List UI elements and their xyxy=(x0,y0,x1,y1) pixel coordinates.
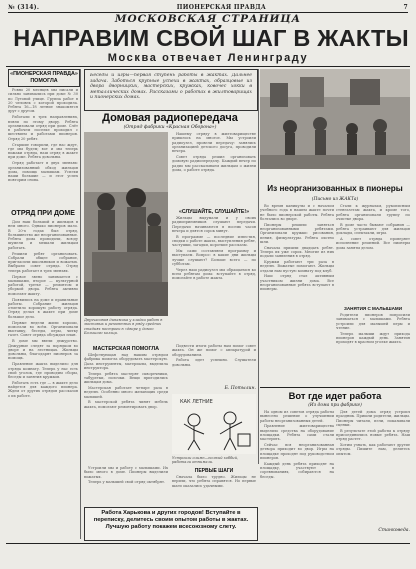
left-text-1: Ровно 20 месяцев мы писали и сильно занимались при доме № 30 по Лутовой улице. Группа работ в 20 человек с которой проходила. Ребята 16—18 летние знакомятся друг с другом. Работали в трех направлениях, взяли по этому двору. Ребята организовали отряд при доме. Слёт в рабочем поселке проходил с шествием и работами пионеров. Отряд 20 ребят. Старшие говорили, где нас ждут, где мы будем; вот и мы теперь вожаки отряда, наш отряд в жакте при доме. Ребята довольны. Отряд работает в двух звеньях: организованный обход жильцов дома, помощь малышам. Успехи наши большие — и этот успех повторим снова. xyxy=(8,88,78,183)
workshop-title: МАСТЕРСКАЯ ПОМОГЛА xyxy=(92,346,160,352)
subheadline: Москва отвечает Ленинграду xyxy=(107,52,309,64)
neorg-title: Из неорганизованных в пионеры xyxy=(267,184,403,193)
right-text-3: Родители пионеров попросили заниматься с малышами. Ребята устроили для малышей игры и чтение. Теперь малыши ждут прихода пионеров каждый день. Занятия проходят в красном уголке жакта. xyxy=(336,313,410,345)
cartoon-illustration xyxy=(172,394,256,454)
bottom-rule xyxy=(6,543,410,544)
listen-title: «СЛУШАЙТЕ, СЛУШАЙТЕ!» xyxy=(179,209,249,215)
right-text-5: Для детей дома отряд устроил праздник. Пришли родители, жильцы. Пионеры читали, пели, показывали сценки. В результате этой работы к отряду присоединились новые ребята. Наш отряд растет. Хотим узнать, как работают другие отряды. Пишите нам, делитесь опытом. xyxy=(336,410,410,456)
headline: НАПРАВИМ СВОЙ ШАГ В ЖАКТЫ xyxy=(13,25,409,51)
col-rule-1 xyxy=(80,69,81,539)
right-text-2: Стали к журналам, рукописным стенгазетам жакта, и кроме того, ребята организовали группу по очистке двора. В доме часто бывают собрания — ребята устраивают для жильцов доклады, спектакли, игры. А совет отряда проверяет исполнение решений. Все пионеры дома заняты делом. xyxy=(336,204,410,250)
callout-malyshi: ЗАНЯТИЯ С МАЛЫШАМИ xyxy=(343,306,403,311)
page-number: 7 xyxy=(403,4,408,11)
photo-radio-kids xyxy=(84,132,168,316)
intro-text: Беседы и игры—первая ступень работы в жактах. Дальнее задача. Заботься крупные успехи в жактах, образцовые из двора дворницких, мастерских, кружках, ковочес хокки в металлических домах. Рассказами о работах в жилтоварищах и пионерских домах. xyxy=(90,73,252,101)
work-sub: (Из дома при фабрике) xyxy=(308,403,362,408)
cartoon-heading: ПЕРВЫЕ ШАГИ xyxy=(194,468,234,474)
divider xyxy=(6,66,410,67)
radio-text-1: Нашему отряду в жилтовариществе пришлось на многое. Мы устроили радиоузел, провели передачу: занялись организацией детского досуга, проводили вечера. Совет отряда решил организовать домовую радиопередачу. Каждый вечер по радио мы рассказываем жильцам о жизни дома, о работе отряда. xyxy=(172,132,256,172)
bottom-banner xyxy=(84,507,258,541)
divider-right xyxy=(260,387,410,388)
col-rule-2 xyxy=(258,69,259,464)
radio-text-3: Подвести итоги работы нам помог совет жакта. Он же помог с аппаратурой и оборудованием. Работа идет успешно. Слушатели довольны. xyxy=(172,344,256,367)
photo-caption-top xyxy=(260,171,410,183)
left-text-2: Дом наш большой и жильцов в нем много. Однако пионеров мало. В 20-х годах был отряд, большинство же неорганизованные. Ребята дома проводили, всюду шумели и мешали жильцам работать. Решили ребят организовать. Собрали общее собрание, пригласили школьников и вожатых. Выбрали совет отряда. Отряд теперь работает в трех звеньях. Первое звено занимается с малышами, второе — культурной работой, третье — ремонтом и уборкой двора. Ребята активно помогают жакту. Появились на доме и правильные работы. Собрание жильцов отметило хорошую работу отряда. Отряд делал в жакте при доме большое дело. Первые недели жили хорошо, помогали во всём. Организовали выставку, беседы, игры, читку газет. Совет отряда обсуждал план. В доме мы ввели дежурство. Дежурные следят за порядком во дворе и на лестницах. Жильцы довольны, благодарят пионеров за помощь. Правление жакта выделило для отряда комнату. Теперь у нас есть свой уголок, где проводим сборы, беседы и занятия кружков. Работать есть где — в жакте дело найдется для каждого пионера. Ждем от других отрядов рассказов о их работе. xyxy=(8,220,78,398)
rubric: МОСКОВСКАЯ СТРАНИЦА xyxy=(114,13,302,25)
signature-right: Станковеда. xyxy=(378,528,410,533)
help-box xyxy=(8,69,80,87)
section-title-otryad: ОТРЯД ПРИ ДОМЕ xyxy=(11,210,75,217)
center-bottom-text-2: Сначала было трудно. Жильцы не верили, что ребята справятся. Но первые шаги оказались удачными. xyxy=(172,475,256,488)
neorg-sub: (Письмо из ЖАКТа) xyxy=(311,197,359,202)
box-title: «ПИОНЕРСКАЯ ПРАВДА» ПОМОГЛА xyxy=(10,71,78,84)
signature-center: Б. Потылин. xyxy=(224,386,256,391)
article-sub-radio: (Отряд фабрики «Красная Оборона») xyxy=(123,125,217,130)
right-text-4: На одном из советов отряда работы вынесено решение о улучшении работы неорганизованных детей. Правление жилтоварищества выделило средства на оборудование площадки. Ребята сами стали мастерить. Сейчас вся неорганизованная детвора приходит во двор. Игры на площадке проходят под руководством пионеров. Каждый день ребята приходят на площадку, участвуют в соревнованиях, собираются на беседы. xyxy=(260,410,334,479)
workshop-text: Шефствующая над нашим отрядом фабрика помогла оборудовать мастерскую. Дала инструменты, материалы, выделила инструктора. Теперь ребята мастерят скворечники, табуретки, полочки. Вещи пригодились жильцам дома. Мастерская работает четыре раза в неделю. Особенно много желающих среди малышей. В мастерской ребята чинят мебель жакта, помогают ремонтировать двор. xyxy=(84,353,168,409)
article-title-radio: Домовая радиопередача xyxy=(102,112,238,124)
radio-text-2: Жильцы выдумали и у своих радиоприемников слушают передачи. Передачи начинаются в восемь часов вечера и длятся сорок минут. В программе — последние известия, сводки о работе жакта, выступления ребят, частушки, загадки, короткие рассказы. Мы сами составляем программу и выступаем. Вопрос: в какие дни жильцы лучше слушают? Больше всего — по субботам. Через наш радиоузел мы обращаемся ко всем ребятам дома: вступайте в отряд, помогайте в работе жакта. xyxy=(172,216,256,281)
photo-courtyard xyxy=(260,69,410,169)
svg-text:КАК ЛЕТНИЕ: КАК ЛЕТНИЕ xyxy=(180,399,213,405)
center-bottom-text-1: Устроили мы и работу с малышами. Их было много в доме. Пионеры выделили вожатых. Теперь у малышей свой отряд октябрят. xyxy=(84,466,168,485)
banner-text: Работа Харькова и других городов! Вступайте в переписку, делитесь своим опытом работы в жактах. Лучшую работу покажем всесоюзному слету. xyxy=(93,510,249,531)
cartoon-caption: Устроили олимп—полный хоббий, работали отнимали. xyxy=(172,456,239,465)
intro-box xyxy=(84,69,258,111)
photo-caption-center: Двухчасовая динамика у кладки работ в мостовых и ремонтных в ряду средних стадиях построек в «дворе у дома» Большого кольца. xyxy=(84,318,163,335)
masthead xyxy=(8,4,408,13)
right-text-1: Во время каникулы и с началом учебного года в нашем жакте почти не было пионерской работы. Ребята болтались во дворе. Пионеры решили заняться неорганизованными ребятами. Организовали кружки: рисования, пения, физкультуры. Ребята охотно шли. Сначала пришли двадцать ребят. Теперь их уже сорок. Многие из них подали заявления в отряд. Кружки работают три раза в неделю. Вожатые помогают. Жильцы отдали нам пустую комнату под клуб. Наш отряд стал активным участником жизни дома. Все неорганизованные ребята вступают в пионеры. xyxy=(260,204,334,292)
issue-number: № (314). xyxy=(8,4,40,11)
paper-name: ПИОНЕРСКАЯ ПРАВДА xyxy=(176,4,267,11)
work-title: Вот где идет работа xyxy=(288,390,382,401)
